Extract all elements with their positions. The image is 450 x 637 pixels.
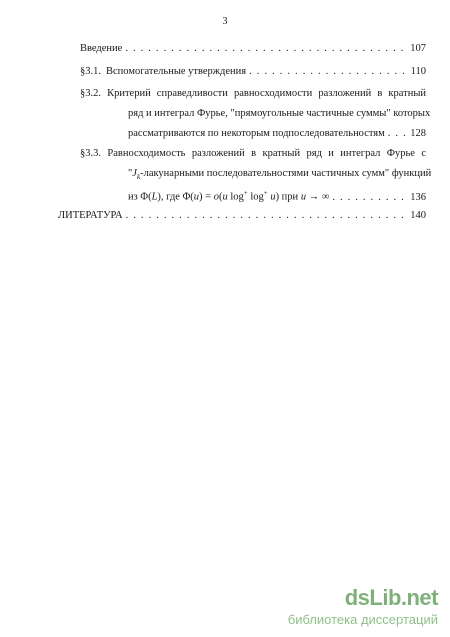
toc-title-part: " [128,168,133,179]
dot-leader [332,191,407,204]
toc-section-number: §3.2. [80,88,101,99]
toc-title-part: рассматриваются по некоторым подпоследовательностям [128,128,385,139]
toc-page: 107 [410,43,426,54]
toc-line [80,87,426,100]
toc-page: 140 [410,210,426,221]
page-number: 3 [222,16,228,27]
toc-title-part: Равносходимость разложений в кратный ряд и интеграл Фурье с [107,148,427,159]
toc-entry-intro[interactable] [80,42,426,55]
toc-page: 136 [410,191,426,203]
toc-page: 128 [410,128,426,139]
math-subscript: k [136,173,141,182]
toc-line [80,147,426,160]
dot-leader [249,65,407,78]
dot-leader [126,209,408,222]
toc-line [128,167,432,184]
toc-section-number: §3.3. [80,148,101,159]
dot-leader [125,42,407,55]
toc-title: Вспомогательные утверждения [106,66,247,77]
toc-line [128,107,431,120]
watermark [248,585,438,627]
toc-title-part: -лакунарными последовательностями частичных сумм" функций [140,168,432,179]
watermark-logo: dsLib.net [344,585,438,610]
toc-title-part: Критерий справедливости равносходимости разложений в кратный [107,88,426,99]
toc-formula: из Φ(L), где Φ(u) = o(u log+ log+ u) при u → ∞ [128,189,330,203]
toc-section-number: §3.1. [80,66,101,77]
toc-line [128,187,426,204]
toc-entry-3-1[interactable] [80,65,426,78]
toc-title: Введение [80,43,123,54]
watermark-subtitle: библиотека диссертаций [287,612,438,627]
toc-title: ЛИТЕРАТУРА [58,210,123,221]
math-symbol: J [132,168,137,179]
dot-leader [388,127,407,140]
toc-line [128,127,426,140]
toc-page: 110 [410,66,426,77]
toc-entry-literature[interactable] [58,209,426,222]
toc-title-part: ряд и интеграл Фурье, "прямоугольные частичные суммы" которых [128,108,431,119]
